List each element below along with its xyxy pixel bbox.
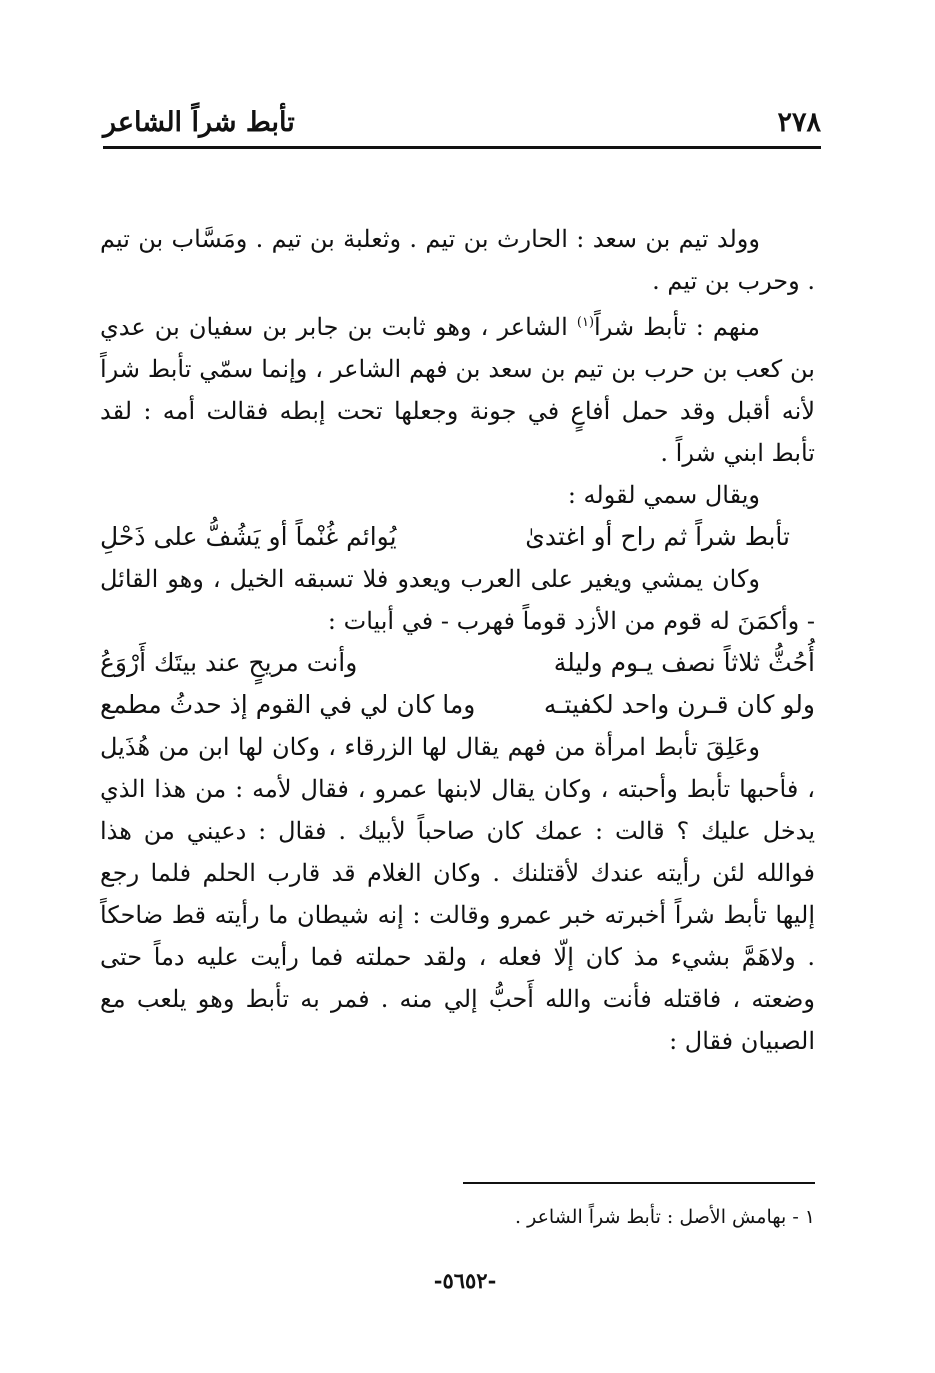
page-number: ٢٧٨ — [777, 107, 821, 138]
verse-1-second-hemistich: يُوائم غُنْماً أو يَشُفُّ على ذَحْلِ — [100, 522, 397, 551]
paragraph-2-rest: الشاعر ، وهو ثابت بن جابر بن سفيان بن عدي بن كعب بن حرب بن تيم بن سعد بن فهم الشاعر ، وإنما سمّي تأبط شراً لأنه أقبل وقد حمل أفاعٍ في جونة وجعلها تحت إبطه فقالت أمه : لقد تأبط ابني شراً . — [100, 313, 815, 467]
paragraph-2 — [100, 302, 815, 474]
paragraph-3: ويقال سمي لقوله : — [567, 481, 760, 509]
running-title: تأبط شراً الشاعر — [103, 107, 295, 138]
page-header — [103, 88, 821, 138]
paragraph-1: وولد تيم بن سعد : الحارث بن تيم . وثعلبة بن تيم . ومَسَّاب بن تيم . وحرب بن تيم . — [100, 225, 815, 295]
footnote-reference: (١) — [576, 315, 595, 330]
paragraph-5: وعَلِقَ تأبط امرأة من فهم يقال لها الزرقاء ، وكان لها ابن من هُذَيل ، فأحبها تأبط وأحبته ، وكان يقال لابنها عمرو ، فقال لأمه : من هذا الذي يدخل عليك ؟ قالت : عمك كان صاحباً لأبيك . فقال : دعيني من هذا فوالله لئن رأيته عندك لأقتلنك . وكان الغلام قد قارب الحلم فلما رجع إليها تأبط شراً أخبرته خبر عمرو وقالت : إنه شيطان ما رأيته قط ضاحكاً . ولاهَمَّ بشيء مذ كان إلّا فعله ، ولقد حملته فما رأيت عليه دماً حتى وضعته ، فاقتله فأنت والله أَحبُّ إلي منه . فمر به تأبط وهو يلعب مع الصبيان فقال : — [100, 733, 815, 1055]
verse-2 — [100, 642, 815, 684]
footnote-rule — [463, 1182, 815, 1184]
header-rule — [103, 146, 821, 149]
footnote: ١ - بهامش الأصل : تأبط شراً الشاعر . — [515, 1206, 815, 1228]
verse-3-second-hemistich: وما كان لي في القوم إذ حدثُ مطمع — [100, 690, 476, 719]
paragraph-4: وكان يمشي ويغير على العرب ويعدو فلا تسبقه الخيل ، وهو القائل - وأكمَنَ له قوم من الأزد قوماً فهرب - في أبيات : — [100, 565, 815, 635]
verse-2-second-hemistich: وأنت مريحٍ عند بيتَك أَرْوَعُ — [100, 648, 358, 677]
verse-1-first-hemistich: تأبط شراً ثم راح أو اغتدىٰ — [525, 522, 790, 551]
verse-2-first-hemistich: أُحُثُّ ثلاثاً نصف يـوم وليلة — [553, 648, 815, 677]
paragraph-2-start: منهم : تأبط شراً — [594, 313, 761, 341]
verse-3-first-hemistich: ولو كان قـرن واحد لكفيتـه — [543, 690, 815, 719]
page-footer-number: -٥٦٥٢- — [433, 1268, 497, 1293]
verse-3 — [100, 684, 815, 726]
verse-1 — [100, 516, 815, 558]
body-text — [100, 218, 815, 1062]
